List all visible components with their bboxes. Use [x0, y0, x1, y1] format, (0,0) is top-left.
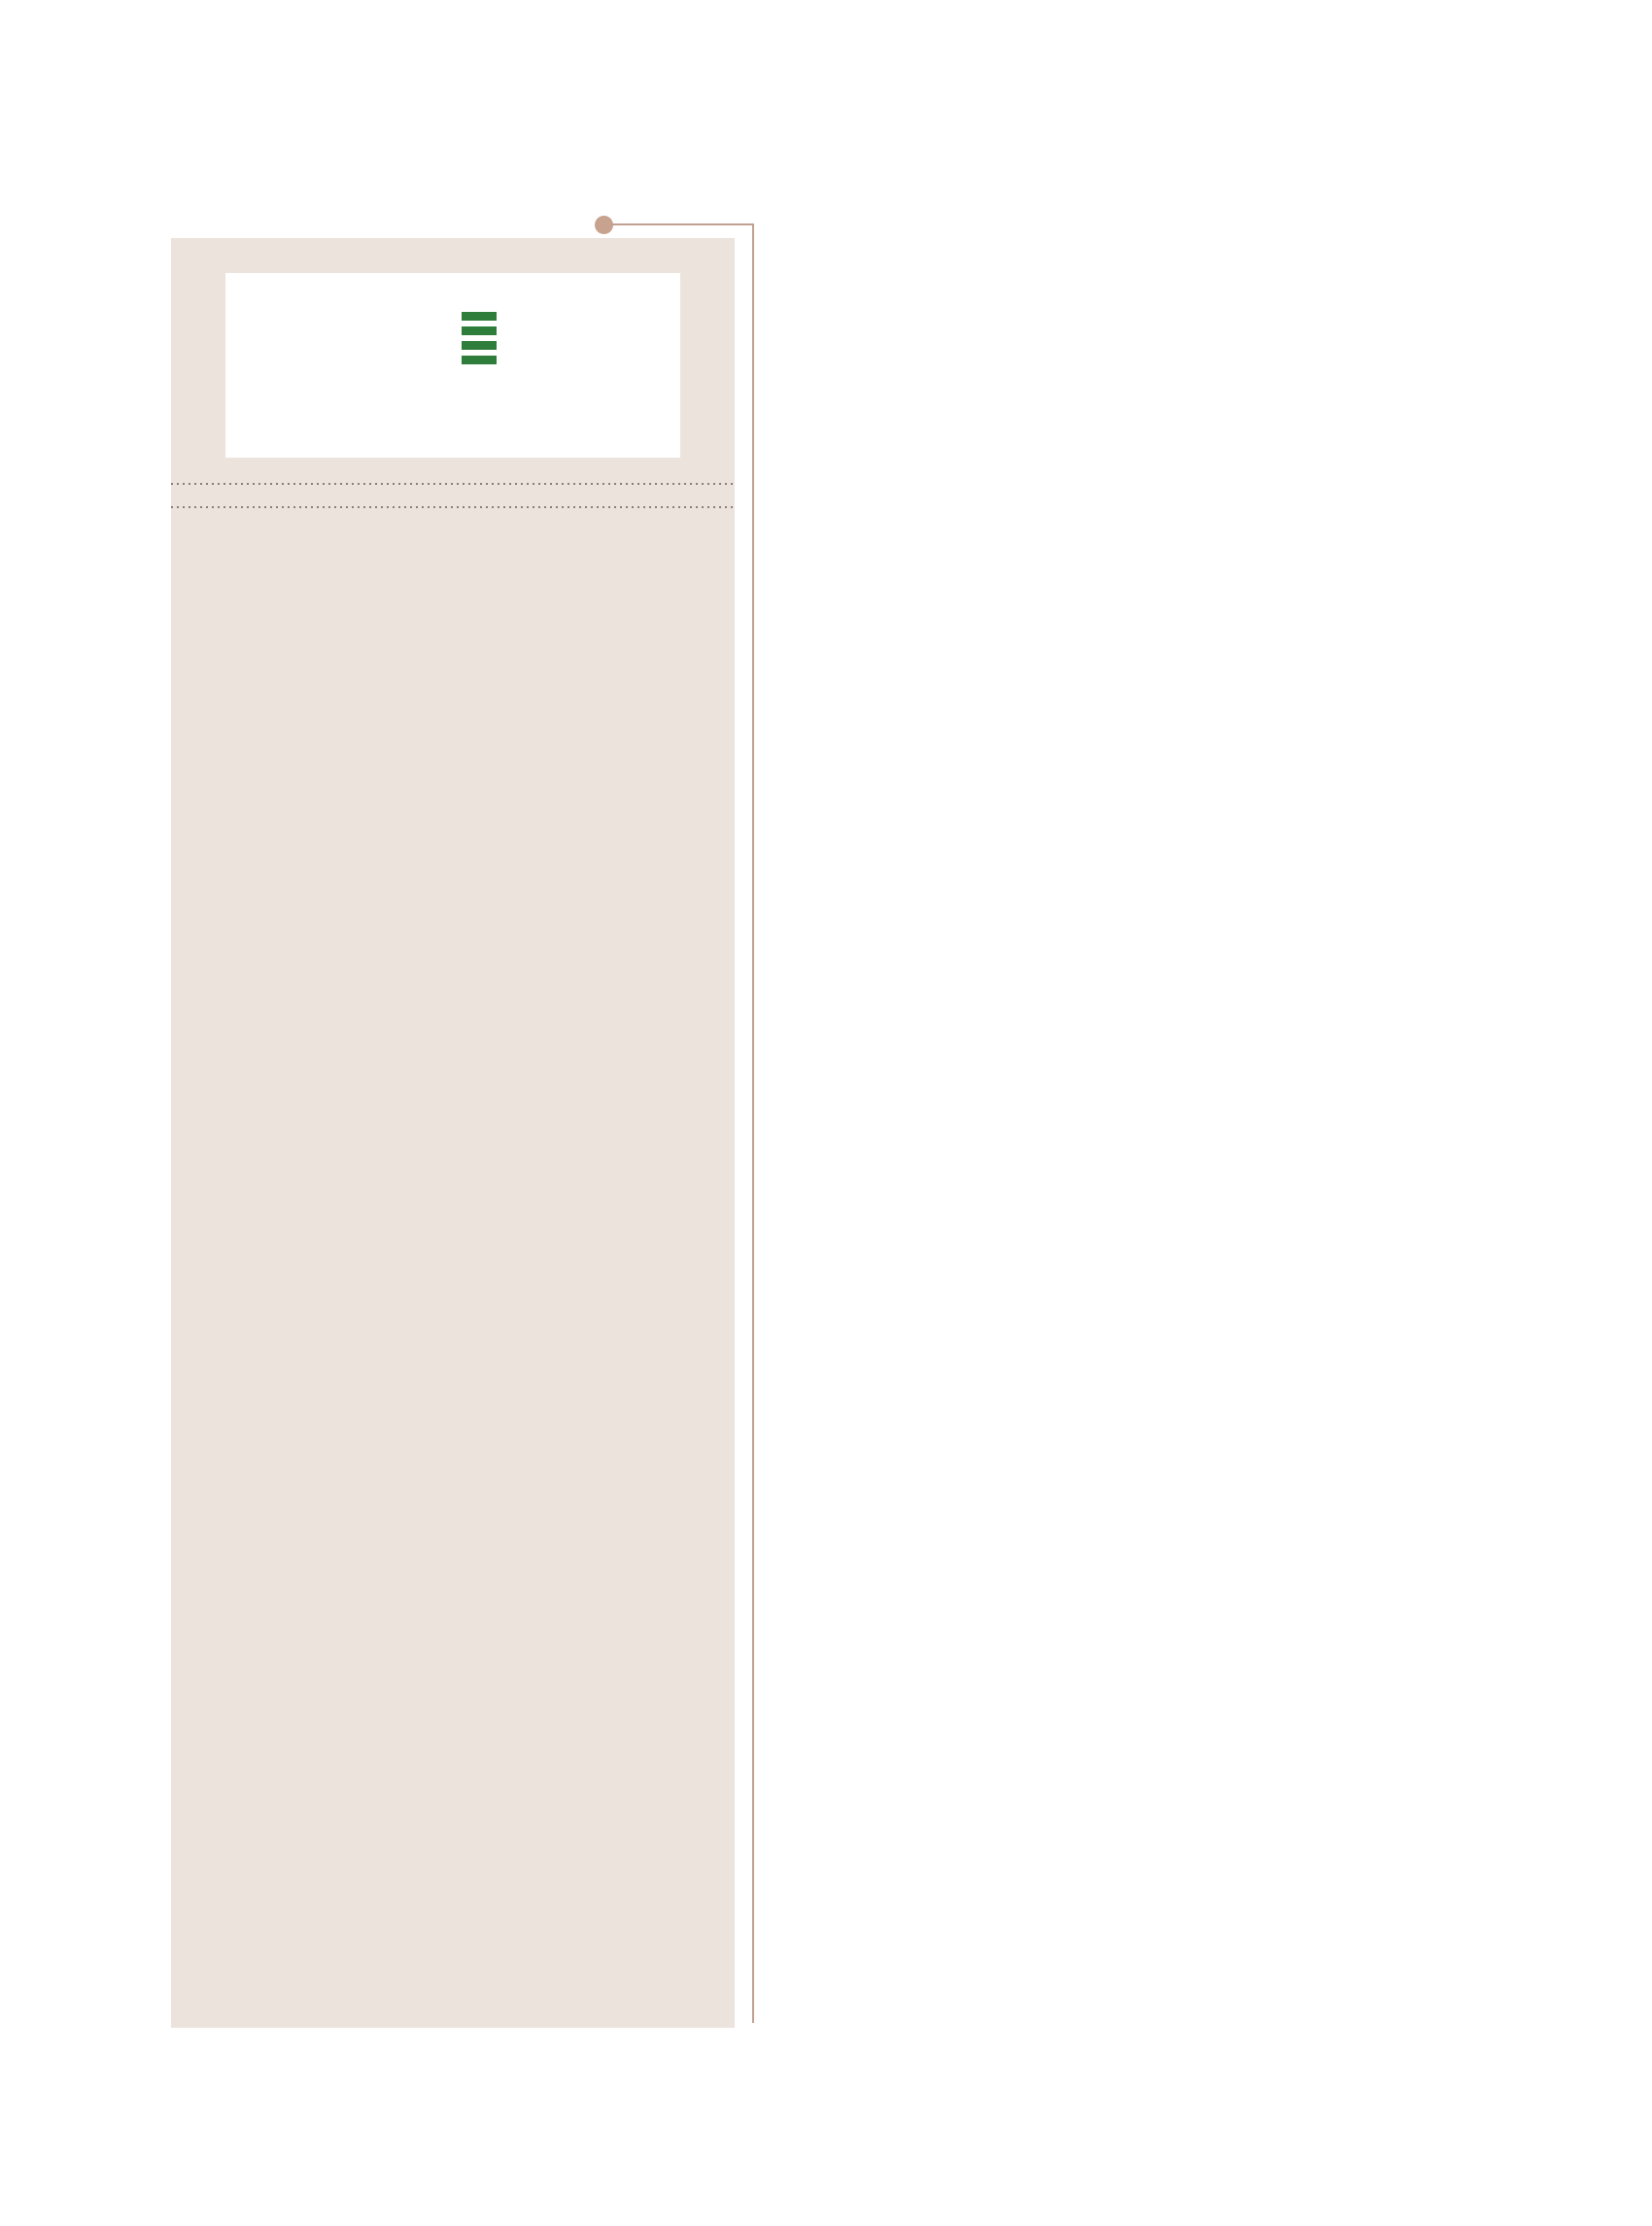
- corner-hline-decoration: [611, 223, 754, 225]
- masthead-sidebar: [171, 238, 735, 2028]
- table-of-contents: [756, 233, 1526, 249]
- toc-left-rule: [752, 223, 754, 2023]
- sidebar-divider: [171, 483, 735, 485]
- sidebar-divider-2: [171, 506, 735, 508]
- journal-logo: [225, 273, 680, 458]
- logo-green-stripes-icon: [462, 312, 497, 368]
